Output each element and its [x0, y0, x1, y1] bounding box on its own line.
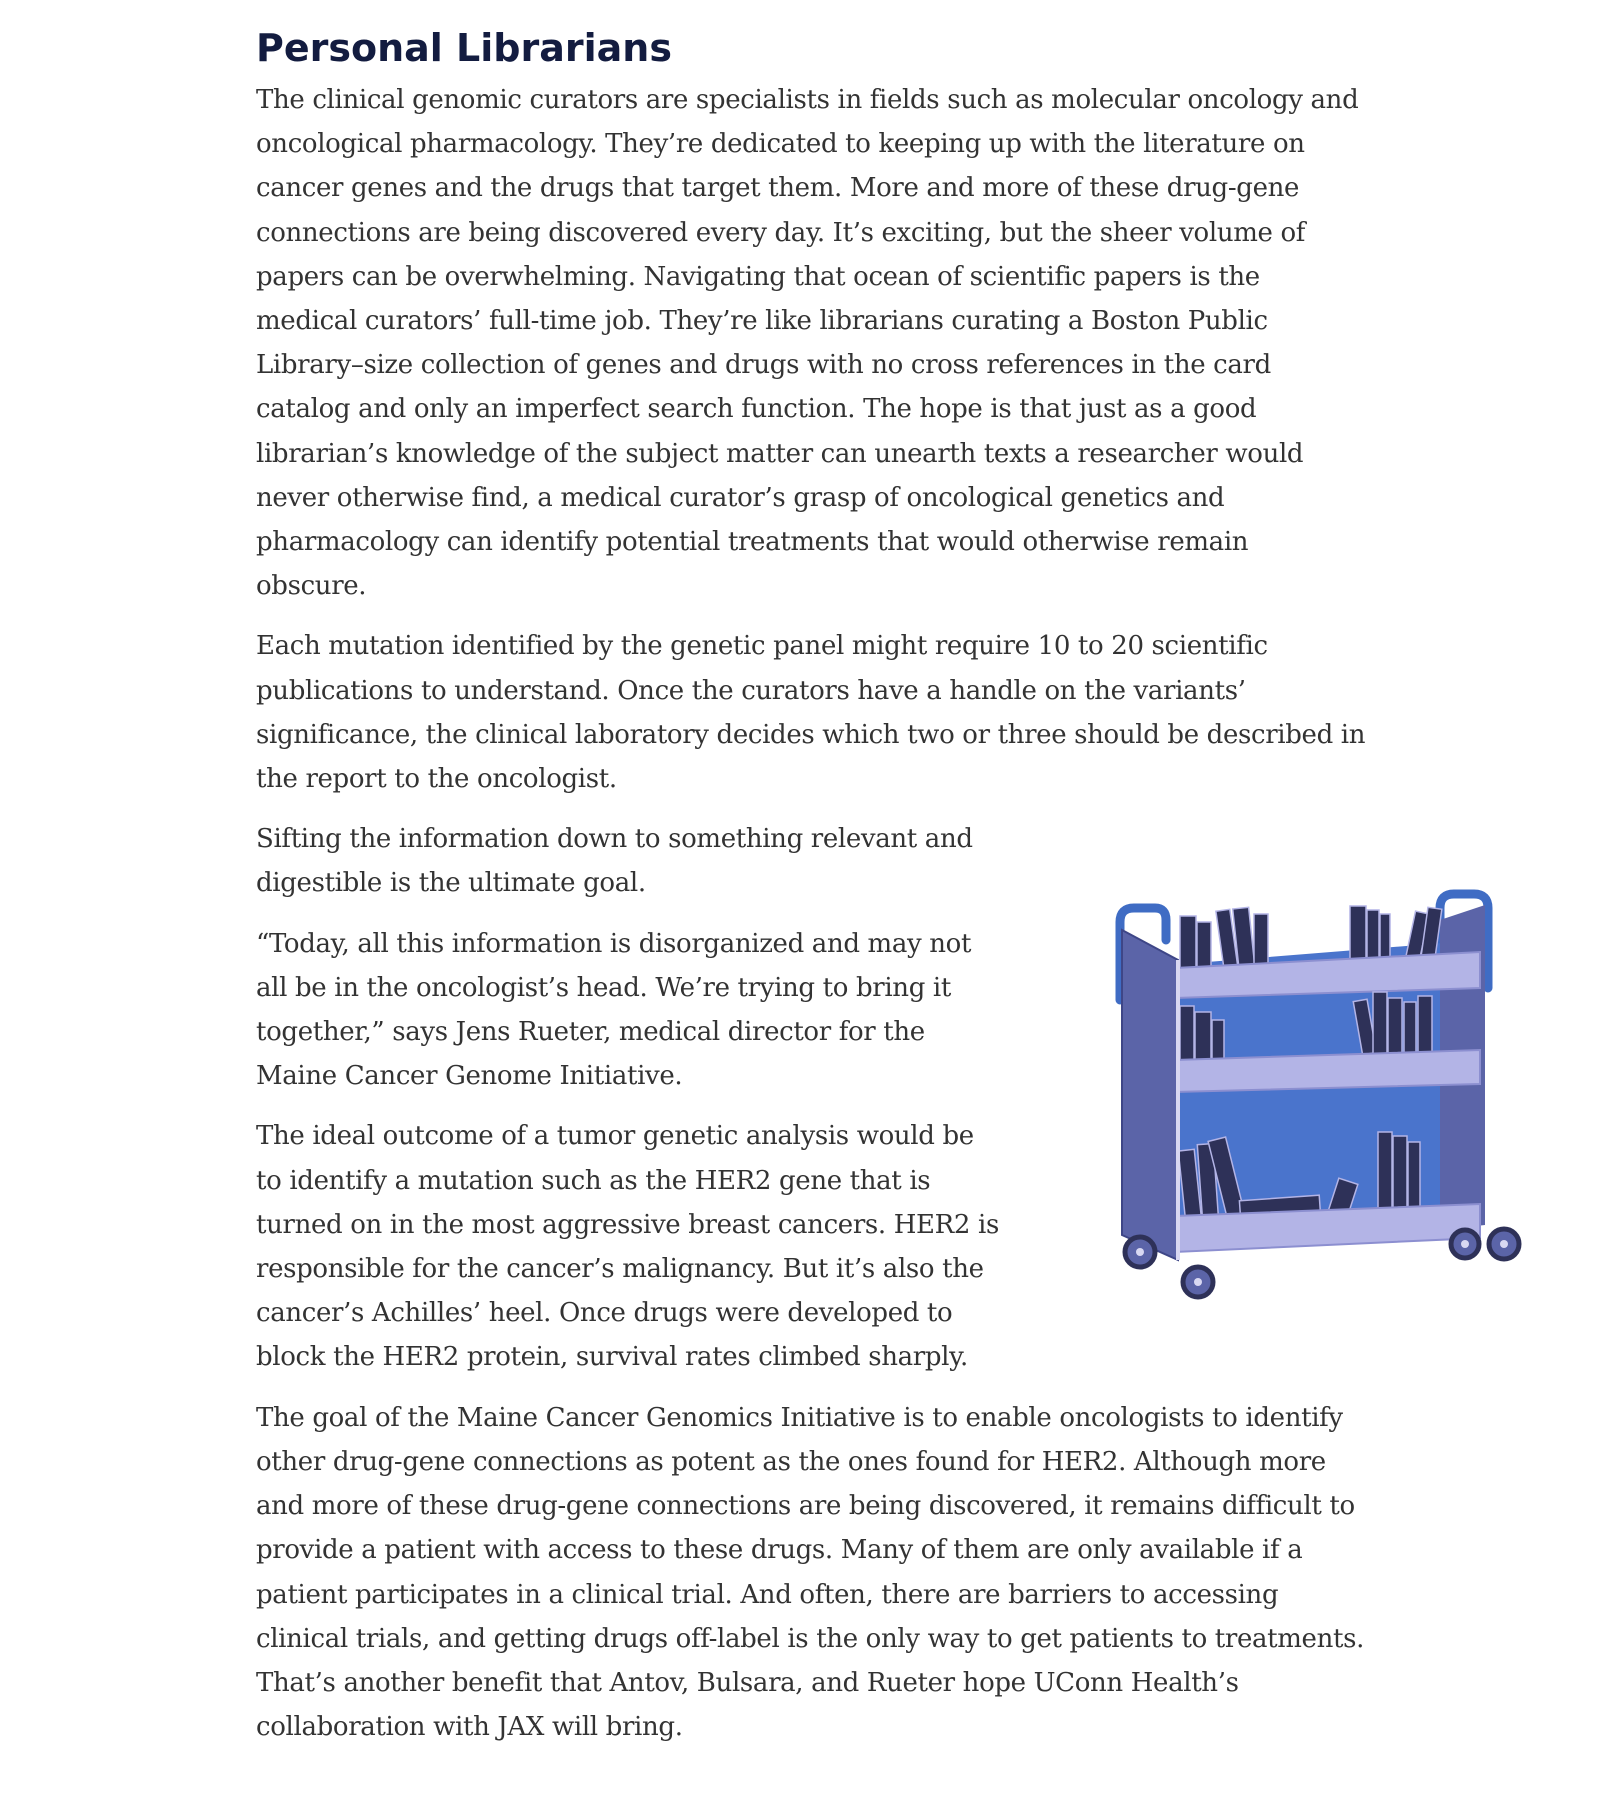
paragraph-initiative: The goal of the Maine Cancer Genomics Initiative is to enable oncologists to identify other drug-gene connections as potent as the ones found for HER2. Although more and more of these drug-gene connections are being discovered, it remains difficult to provide a patient with access to these drugs. Many of them are only available if a patient participates in a clinical trial. And often, there are barriers to accessing clinical trials, and getting drugs off-label is the only way to get patients to treatments. That’s another benefit that Antov, Bulsara, and Rueter hope UConn Health’s collaboration with JAX will bring.: [256, 1402, 1364, 1743]
paragraph-her2: The ideal outcome of a tumor genetic analysis would be to identify a mutation such as the HER2 gene that is turned on in the most aggressive breast cancers. HER2 is responsible for the cancer’s malignancy. But it’s also the cancer’s Achilles’ heel. Once drugs were developed to block the HER2 protein, survival rates climbed sharply.: [256, 1121, 999, 1373]
paragraph-mutation: Each mutation identified by the genetic panel might require 10 to 20 scientific publications to understand. Once the curators have a handle on the variants’ significance, the clinical laboratory decides which two or three should be described in the report to the oncologist.: [256, 631, 1366, 795]
paragraph-quote: “Today, all this information is disorganized and may not all be in the oncologist’s head. We’re trying to bring it together,” says Jens Rueter, medical director for the Maine Cancer Genome Initiative.: [256, 928, 972, 1092]
book-cart-illustration: [1110, 880, 1530, 1350]
section-heading: Personal Librarians: [256, 26, 672, 70]
paragraph-curators: The clinical genomic curators are specialists in fields such as molecular oncology and oncological pharmacology. They’re dedicated to keeping up with the literature on cancer genes and the drugs that target them. More and more of these drug-gene connections are being discovered every day. It’s exciting, but the sheer volume of papers can be overwhelming. Navigating that ocean of scientific papers is the medical curators’ full-time job. They’re like librarians curating a Boston Public Library–size collection of genes and drugs with no cross references in the card catalog and only an imperfect search function. The hope is that just as a good librarian’s knowledge of the subject matter can unearth texts a researcher would never otherwise find, a medical curator’s grasp of oncological genetics and pharmacology can identify potential treatments that would otherwise remain obscure.: [256, 85, 1359, 602]
paragraph-goal: Sifting the information down to something relevant and digestible is the ultimate goal.: [256, 824, 973, 899]
